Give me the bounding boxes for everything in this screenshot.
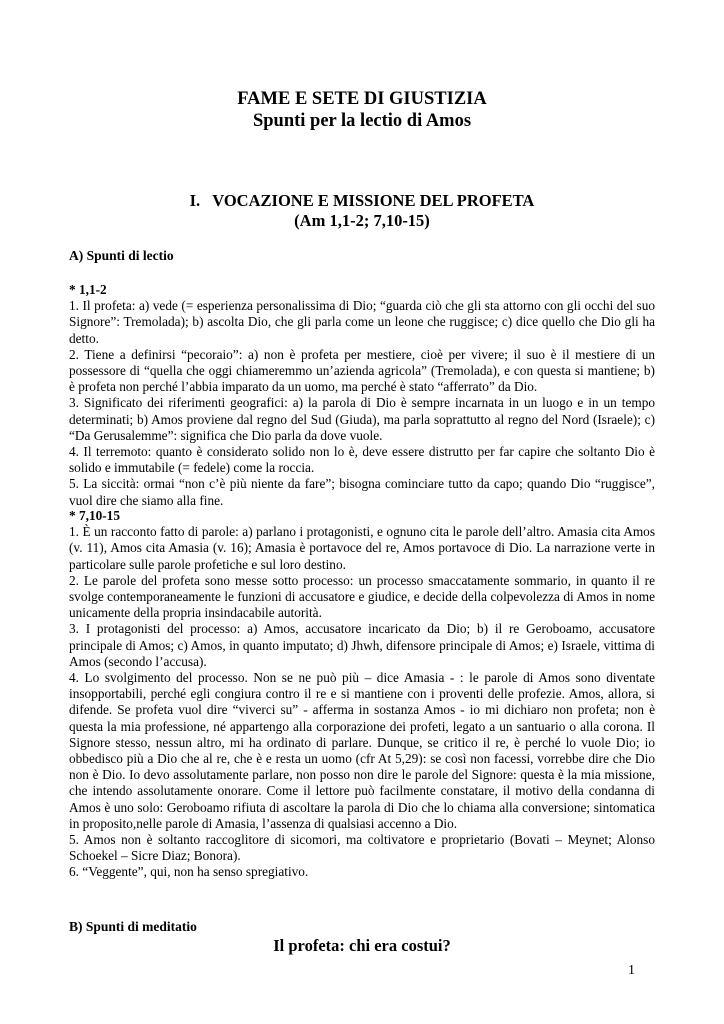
- lectio-block-1: [69, 282, 655, 509]
- list-item: 1. Il profeta: a) vede (= esperienza personalissima di Dio; “guarda ciò che gli sta attorno con gli occhi del suo Signore”: Tremolada); b) ascolta Dio, che gli parla come un leone che ruggisce; c) dice quello che Dio gli ha detto.: [69, 298, 655, 346]
- section-reference: (Am 1,1-2; 7,10-15): [294, 211, 430, 230]
- passage-reference: * 1,1-2: [69, 282, 107, 297]
- section-heading: I. VOCAZIONE E MISSIONE DEL PROFETA: [189, 191, 535, 210]
- list-item: 4. Il terremoto: quanto è considerato solido non lo è, deve essere distrutto per far capire che soltanto Dio è solido e immutabile (= fedele) come la roccia.: [69, 444, 655, 476]
- list-item: 4. Lo svolgimento del processo. Non se ne può più – dice Amasia - : le parole di Amos sono diventate insopportabili, perché egli congiura contro il re e si mantiene con i proventi delle profezie. Amos, allora, si difende. Se profeta vuol dire “viverci su” - afferma in sostanza Amos - io mi dichiaro non profeta; non è questa la mia professione, né appartengo alla corporazione dei profeti, legato a un santuario o alla corona. Il Signore stesso, nessun altro, mi ha ordinato di parlare. Dunque, se critico il re, è perché lo vuole Dio; io obbedisco più a Dio che al re, che è e resta un uomo (cfr At 5,29): se così non facessi, vorrebbe dire che Dio non è Dio. Io devo assolutamente parlare, non posso non dire le parole del Signore: questa è la mia missione, che intendo assolutamente onorare. Come il lettore può facilmente constatare, il motivo della condanna di Amos è uno solo: Geroboamo rifiuta di ascoltare la parola di Dio che lo chiama alla conversione; sintomatica in proposito,nelle parole di Amasia, l’assenza di qualsiasi accenno a Dio.: [69, 670, 655, 831]
- document-subtitle: Spunti per la lectio di Amos: [252, 111, 472, 131]
- list-item: 5. Amos non è soltanto raccoglitore di sicomori, ma coltivatore e proprietario (Bovati – Meynet; Alonso Schoekel – Sicre Diaz; Bonora).: [69, 832, 655, 864]
- lectio-block-2: [69, 508, 655, 881]
- passage-reference: * 7,10-15: [69, 508, 120, 523]
- list-item: 1. È un racconto fatto di parole: a) parlano i protagonisti, e ognuno cita le parole dell’altro. Amasia cita Amos (v. 11), Amos cita Amasia (v. 16); Amasia è portavoce del re, Amos portavoce di Dio. La narrazione verte in particolare sulle parole profetiche e sul loro destino.: [69, 524, 655, 572]
- list-item: 3. Significato dei riferimenti geografici: a) la parola di Dio è sempre incarnata in un luogo e in un tempo determinati; b) Amos proviene dal regno del Sud (Giuda), ma parla soprattutto al regno del Nord (Israele); c) “Da Gerusalemme”: significa che Dio parla da dove vuole.: [69, 395, 655, 443]
- closing-heading: Il profeta: chi era costui?: [273, 936, 451, 955]
- list-item: 6. “Veggente”, qui, non ha senso spregiativo.: [69, 864, 309, 880]
- list-item: 3. I protagonisti del processo: a) Amos, accusatore incaricato da Dio; b) il re Geroboamo, accusatore principale di Amos; c) Amos, in quanto imputato; d) Jhwh, difensore principale di Amos; e) Israele, vittima di Amos (secondo l’accusa).: [69, 621, 655, 669]
- subsection-a-heading: A) Spunti di lectio: [69, 248, 174, 263]
- list-item: 2. Le parole del profeta sono messe sotto processo: un processo smaccatamente sommario, in quanto il re svolge contemporaneamente le funzioni di accusatore e giudice, e decide della colpevolezza di Amos in nome unicamente della propria insindacabile autorità.: [69, 572, 655, 621]
- subsection-b-heading: B) Spunti di meditatio: [69, 919, 197, 934]
- list-item: 5. La siccità: ormai “non c’è più niente da fare”; bisogna cominciare tutto da capo; quando Dio “ruggisce”, vuol dire che siamo alla fine.: [69, 476, 655, 508]
- document-title: FAME E SETE DI GIUSTIZIA: [237, 89, 487, 109]
- page-number: 1: [628, 963, 635, 978]
- list-item: 2. Tiene a definirsi “pecoraio”: a) non è profeta per mestiere, cioè per vivere; il suo è il mestiere di un possessore di “quella che oggi chiameremmo un’azienda agricola” (Tremolada), e con questa si mantiene; b) è profeta non perché l’abbia imparato da un uomo, ma perché è stato “afferrato” da Dio.: [69, 346, 655, 395]
